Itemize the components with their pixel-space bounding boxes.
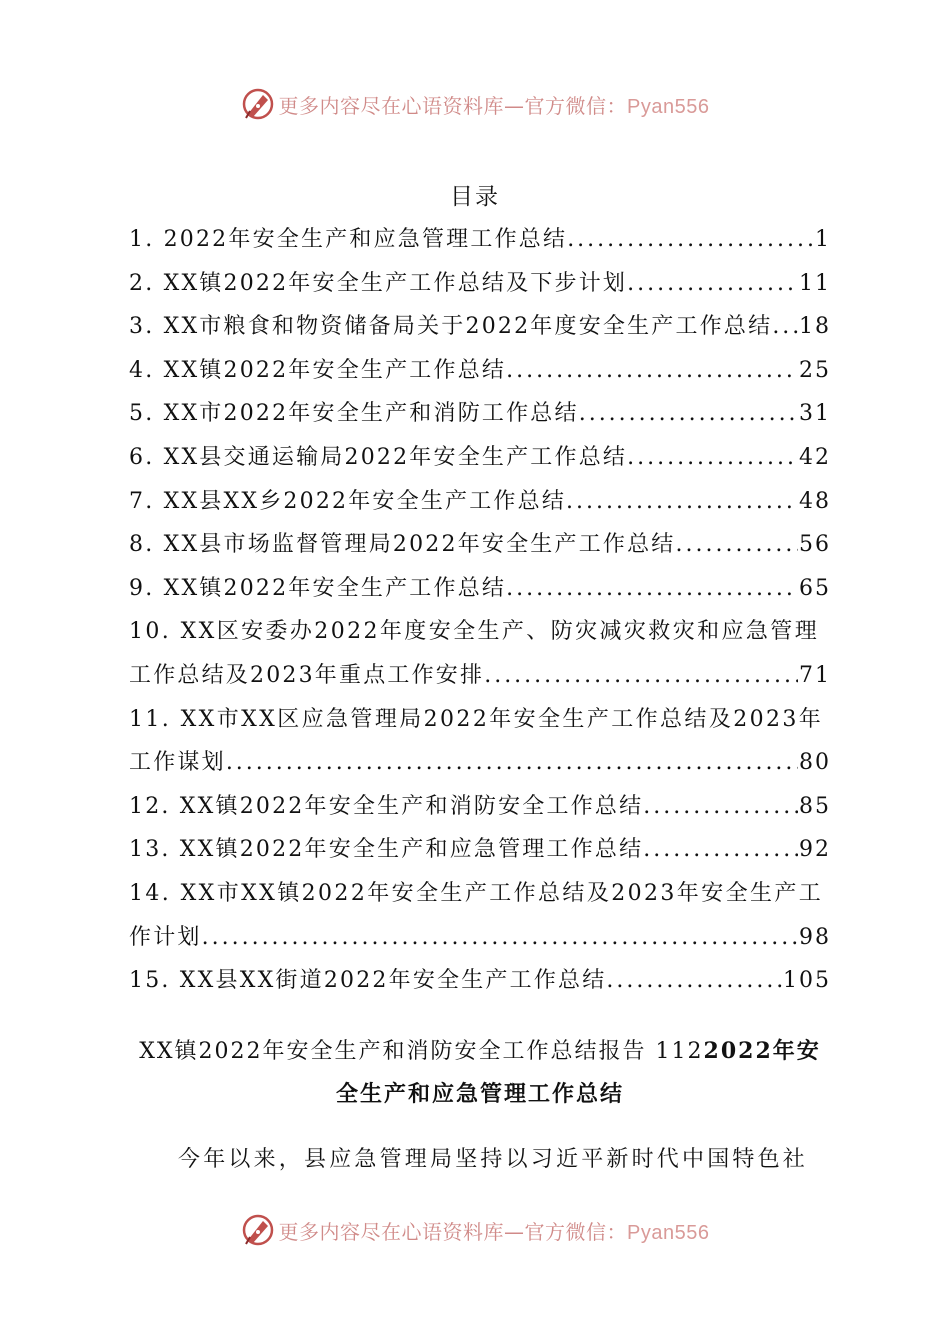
toc-entry[interactable]	[129, 349, 831, 393]
toc-entry[interactable]	[129, 392, 831, 436]
page-footer	[0, 1210, 950, 1250]
page-header	[0, 84, 950, 124]
toc-entry-title: 7. XX县XX乡2022年安全生产工作总结	[129, 488, 567, 514]
toc-entry-title: 4. XX镇2022年安全生产工作总结	[129, 357, 507, 383]
toc-entry-title: 10. XX区安委办2022年度安全生产、防灾减灾救灾和应急管理	[129, 619, 820, 645]
toc-leader-dots	[566, 480, 798, 524]
toc-entry-title: 工作谋划	[129, 750, 226, 776]
toc-page-number: 31	[799, 401, 831, 427]
toc-entry[interactable]	[129, 959, 831, 1003]
document-heading	[130, 1030, 830, 1116]
toc-leader-dots	[627, 262, 798, 306]
toc-entry[interactable]	[129, 741, 831, 785]
toc-entry[interactable]	[129, 828, 831, 872]
toc-page-number: 65	[799, 575, 831, 601]
body-paragraph: 今年以来，县应急管理局坚持以习近平新时代中国特色社	[178, 1147, 809, 1172]
toc-entry[interactable]	[129, 567, 831, 611]
toc-entry[interactable]	[129, 262, 831, 306]
toc-leader-dots	[627, 436, 798, 480]
header-text: 更多内容尽在心语资料库—官方微信：Pyan556	[278, 93, 710, 118]
toc-entry-title: 作计划	[129, 924, 202, 950]
toc-leader-dots	[506, 567, 798, 611]
toc-page-number: 56	[799, 532, 831, 558]
toc-leader-dots	[579, 392, 798, 436]
toc-page-number: 85	[799, 793, 831, 819]
toc-entry[interactable]	[129, 218, 831, 262]
toc-page-number: 80	[799, 750, 831, 776]
toc-leader-dots	[484, 654, 798, 698]
toc-leader-dots	[226, 741, 798, 785]
toc-page-number: 92	[799, 837, 831, 863]
toc-entry-title: 6. XX县交通运输局2022年安全生产工作总结	[129, 444, 628, 470]
toc-page-number: 105	[783, 968, 831, 994]
pen-nib-logo-icon	[241, 1213, 275, 1247]
toc-entry[interactable]	[129, 785, 831, 829]
toc-leader-dots	[606, 959, 782, 1003]
toc-entry[interactable]	[129, 916, 831, 960]
toc-entry-title: 15. XX县XX街道2022年安全生产工作总结	[129, 968, 607, 994]
toc-leader-dots	[676, 523, 799, 567]
toc-title: 目录	[450, 184, 500, 210]
toc-entry[interactable]	[129, 872, 831, 916]
toc-leader-dots	[772, 305, 798, 349]
toc-leader-dots	[202, 916, 798, 960]
toc-page-number: 25	[799, 357, 831, 383]
toc-entry-title: 1. 2022年安全生产和应急管理工作总结	[129, 227, 568, 252]
table-of-contents	[129, 218, 831, 1003]
toc-leader-dots	[567, 218, 814, 262]
toc-entry-title: 11. XX市XX区应急管理局2022年安全生产工作总结及2023年	[129, 706, 824, 732]
toc-page-number: 71	[799, 662, 831, 688]
toc-page-number: 48	[799, 488, 831, 514]
toc-entry[interactable]	[129, 436, 831, 480]
toc-entry[interactable]	[129, 305, 831, 349]
toc-page-number: 98	[799, 924, 831, 950]
toc-entry-title: 12. XX镇2022年安全生产和消防安全工作总结	[129, 793, 644, 819]
toc-page-number: 1	[815, 227, 831, 252]
heading-bold-text-2: 全生产和应急管理工作总结	[335, 1081, 624, 1107]
toc-entry-title: 5. XX市2022年安全生产和消防工作总结	[129, 401, 579, 427]
toc-entry-title: 9. XX镇2022年安全生产工作总结	[129, 575, 507, 601]
toc-entry-title: 3. XX市粮食和物资储备局关于2022年度安全生产工作总结	[129, 314, 773, 340]
toc-entry-title: 工作总结及2023年重点工作安排	[129, 662, 485, 688]
toc-entry[interactable]	[129, 523, 831, 567]
heading-bold-text-1: 2022年安	[703, 1038, 821, 1064]
footer-text: 更多内容尽在心语资料库—官方微信：Pyan556	[278, 1219, 710, 1244]
toc-entry[interactable]	[129, 480, 831, 524]
pen-nib-logo-icon	[241, 87, 275, 121]
toc-leader-dots	[643, 828, 798, 872]
toc-page-number: 42	[799, 444, 831, 470]
toc-entry[interactable]	[129, 610, 831, 654]
toc-entry[interactable]	[129, 698, 831, 742]
toc-entry-title: 2. XX镇2022年安全生产工作总结及下步计划	[129, 270, 628, 296]
heading-plain-text: XX镇2022年安全生产和消防安全工作总结报告 112	[139, 1039, 704, 1064]
toc-page-number: 18	[799, 314, 831, 340]
toc-leader-dots	[643, 785, 798, 829]
toc-leader-dots	[506, 349, 798, 393]
toc-entry-title: 14. XX市XX镇2022年安全生产工作总结及2023年安全生产工	[129, 880, 824, 906]
toc-entry-title: 8. XX县市场监督管理局2022年安全生产工作总结	[129, 532, 676, 558]
toc-entry-title: 13. XX镇2022年安全生产和应急管理工作总结	[129, 837, 644, 863]
toc-page-number: 11	[799, 270, 831, 296]
toc-entry[interactable]	[129, 654, 831, 698]
